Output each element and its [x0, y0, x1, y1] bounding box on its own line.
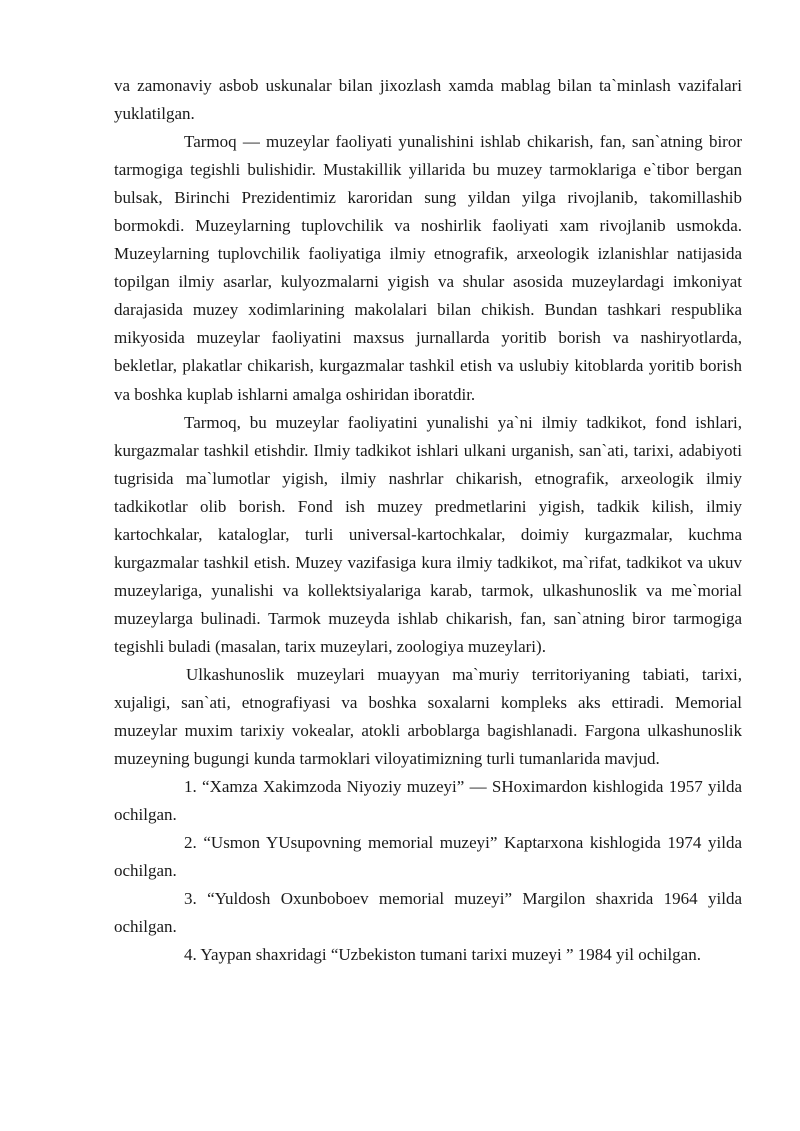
list-item-museum-4: 4. Yaypan shaxridagi “Uzbekiston tumani tarixi muzeyi ” 1984 yil ochilgan.	[184, 945, 701, 965]
paragraph-tarmoq-directions: Tarmoq, bu muzeylar faoliyatini yunalishi ya`ni ilmiy tadkikot, fond ishlari, kurgazmalar tashkil etishdir. Ilmiy tadkikot ishlari ulkani urganish, san`ati, tarixi, adabiyoti tugrisida ma`lumotlar yigish, ilmiy nashrlar chikarish, etnografik, arxeologik ilmiy tadkikotlar olib borish. Fond ish muzey predmetlarini yigish, tadkik kilish, ilmiy kartochkalar, kataloglar, turli universal-kartochkalar, doimiy kurgazmalar, kuchma kurgazmalar tashkil etish. Muzey vazifasiga kura ilmiy tadkikot, ma`rifat, tadkikot va ukuv muzeylariga, yunalishi va kollektsiyalariga karab, tarmok, ulkashunoslik va me`morial muzeylarga bulinadi. Tarmok muzeyda ishlab chikarish, fan, san`atning biror tarmogiga tegishli buladi (masalan, tarix muzeylari, zoologiya muzeylari).	[114, 412, 742, 656]
paragraph-ulkashunoslik: Ulkashunoslik muzeylari muayyan ma`muriy territoriyaning tabiati, tarixi, xujaligi, san`ati, etnografiyasi va boshka soxalarni kompleks aks ettiradi. Memorial muzeylar muxim tarixiy vokealar, atokli arboblarga bagishlanadi. Fargona ulkashunoslik muzeyning bugungi kunda tarmoklari viloyatimizning turli tumanlarida mavjud.	[114, 664, 742, 769]
list-item-museum-2: 2. “Usmon YUsupovning memorial muzeyi” Kaptarxona kishlogida 1974 yilda ochilgan.	[114, 833, 742, 881]
list-item-museum-1: 1. “Xamza Xakimzoda Niyoziy muzeyi” — SHoximardon kishlogida 1957 yilda ochilgan.	[114, 777, 742, 825]
paragraph-continuation: va zamonaviy asbob uskunalar bilan jixozlash xamda mablag bilan ta`minlash vazifalari yuklatilgan.	[114, 76, 742, 124]
paragraph-tarmoq-definition: Tarmoq — muzeylar faoliyati yunalishini ishlab chikarish, fan, san`atning biror tarmogiga tegishli bulishidir. Mustakillik yillarida bu muzey tarmoklariga e`tibor bergan bulsak, Birinchi Prezidentimiz karoridan sung yildan yilga rivojlanib, takomillashib bormokdi. Muzeylarning tuplovchilik va noshirlik faoliyati xam rivojlanib usmokda. Muzeylarning tuplovchilik faoliyatiga ilmiy etnografik, arxeologik izlanishlar natijasida topilgan ilmiy asarlar, kulyozmalarni yigish va shular asosida muzeylardagi imkoniyat darajasida muzey xodimlarining makolalari bilan chikish. Bundan tashkari respublika mikyosida muzeylar faoliyatini maxsus jurnallarda yoritib borish va nashiryotlarda, bekletlar, plakatlar chikarish, kurgazmalar tashkil etish va uslubiy kitoblarda yoritib borish va boshka kuplab ishlarni amalga oshiridan iboratdir.	[114, 132, 742, 404]
document-page	[114, 72, 742, 970]
list-item-museum-3: 3. “Yuldosh Oxunboboev memorial muzeyi” Margilon shaxrida 1964 yilda ochilgan.	[114, 889, 742, 937]
